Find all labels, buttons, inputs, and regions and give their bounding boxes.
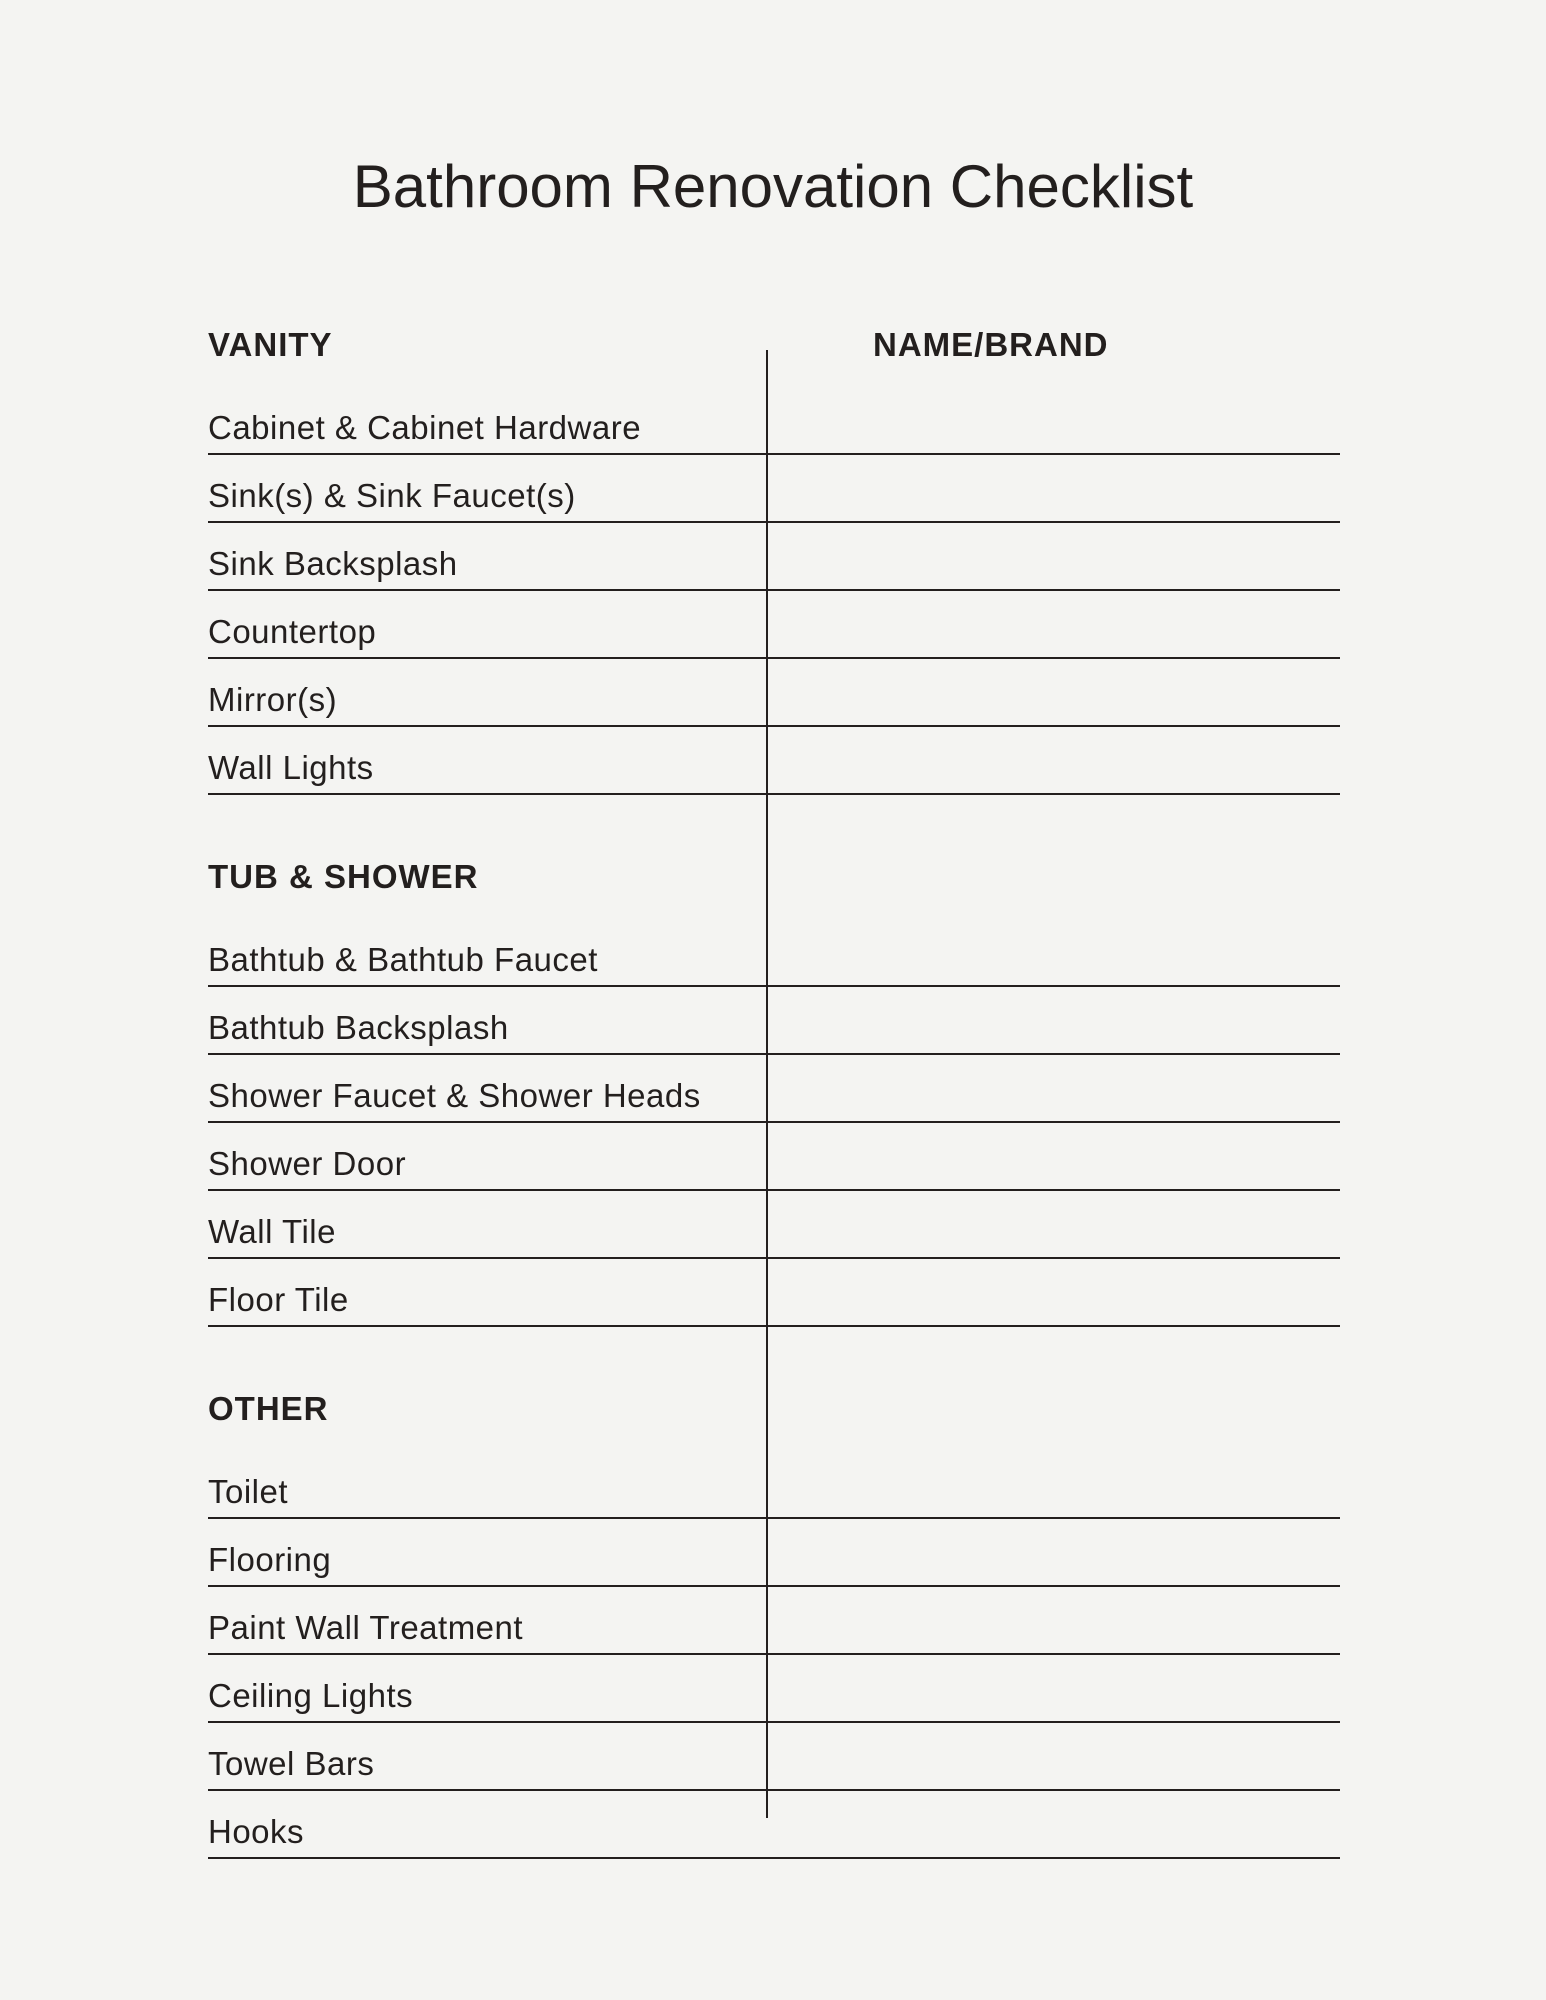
- brand-entry-line[interactable]: [768, 1451, 1340, 1517]
- brand-entry-line[interactable]: [768, 659, 1340, 725]
- checklist-row: [208, 1519, 1340, 1587]
- page-title: Bathroom Renovation Checklist: [352, 153, 1194, 220]
- brand-entry-line[interactable]: [768, 1519, 1340, 1585]
- checklist-row: [208, 591, 1340, 659]
- checklist-row: [208, 387, 1340, 455]
- checklist-row: [208, 1451, 1340, 1519]
- checklist-table: [208, 320, 1340, 1859]
- item-label: Paint Wall Treatment: [208, 1609, 524, 1646]
- checklist-row: [208, 1587, 1340, 1655]
- item-label: Towel Bars: [208, 1745, 375, 1782]
- item-label: Sink Backsplash: [208, 545, 458, 582]
- checklist-row: [208, 1655, 1340, 1723]
- name-brand-column-header: NAME/BRAND: [873, 326, 1109, 363]
- item-label: Toilet: [208, 1473, 289, 1510]
- checklist-row: [208, 455, 1340, 523]
- section-heading: VANITY: [208, 326, 333, 363]
- section-vanity: [208, 320, 1340, 795]
- checklist-row: [208, 1123, 1340, 1191]
- checklist-row: [208, 523, 1340, 591]
- checklist-row: [208, 919, 1340, 987]
- brand-entry-line[interactable]: [768, 1655, 1340, 1721]
- brand-entry-line[interactable]: [768, 387, 1340, 453]
- item-label: Ceiling Lights: [208, 1677, 414, 1714]
- brand-entry-line[interactable]: [768, 1055, 1340, 1121]
- checklist-row: [208, 1191, 1340, 1259]
- brand-entry-line[interactable]: [768, 1723, 1340, 1789]
- brand-entry-line[interactable]: [768, 1791, 1340, 1857]
- section-spacer: [208, 795, 1340, 852]
- section-tub-shower: [208, 852, 1340, 1327]
- item-label: Wall Lights: [208, 749, 374, 786]
- brand-entry-line[interactable]: [768, 919, 1340, 985]
- item-label: Mirror(s): [208, 681, 338, 718]
- item-label: Bathtub Backsplash: [208, 1009, 509, 1046]
- checklist-row: [208, 1791, 1340, 1859]
- brand-entry-line[interactable]: [768, 523, 1340, 589]
- item-label: Bathtub & Bathtub Faucet: [208, 941, 598, 978]
- checklist-row: [208, 1723, 1340, 1791]
- item-label: Flooring: [208, 1541, 332, 1578]
- brand-entry-line[interactable]: [768, 727, 1340, 793]
- brand-entry-line[interactable]: [768, 1587, 1340, 1653]
- section-other: [208, 1384, 1340, 1859]
- checklist-row: [208, 1259, 1340, 1327]
- section-spacer: [208, 1327, 1340, 1384]
- item-label: Hooks: [208, 1813, 305, 1850]
- item-label: Floor Tile: [208, 1281, 349, 1318]
- brand-entry-line[interactable]: [768, 987, 1340, 1053]
- item-label: Countertop: [208, 613, 377, 650]
- brand-entry-line[interactable]: [768, 1259, 1340, 1325]
- item-label: Shower Door: [208, 1145, 407, 1182]
- item-label: Sink(s) & Sink Faucet(s): [208, 477, 576, 514]
- brand-entry-line[interactable]: [768, 591, 1340, 657]
- checklist-row: [208, 659, 1340, 727]
- section-heading: OTHER: [208, 1390, 329, 1427]
- checklist-row: [208, 1055, 1340, 1123]
- brand-entry-line[interactable]: [768, 455, 1340, 521]
- item-label: Cabinet & Cabinet Hardware: [208, 409, 642, 446]
- brand-entry-line[interactable]: [768, 1123, 1340, 1189]
- section-heading: TUB & SHOWER: [208, 858, 479, 895]
- item-label: Shower Faucet & Shower Heads: [208, 1077, 701, 1114]
- checklist-row: [208, 727, 1340, 795]
- brand-entry-line[interactable]: [768, 1191, 1340, 1257]
- checklist-row: [208, 987, 1340, 1055]
- item-label: Wall Tile: [208, 1213, 336, 1250]
